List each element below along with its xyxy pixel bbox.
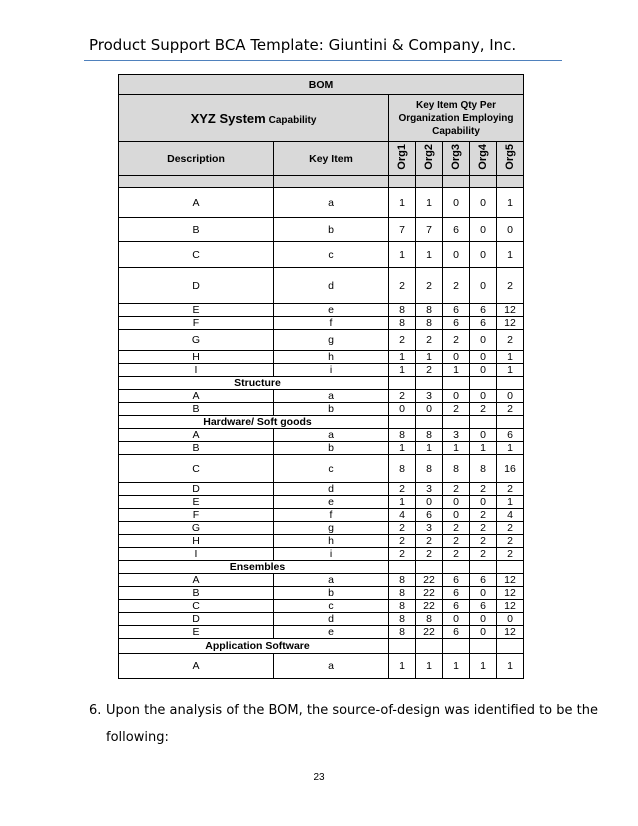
- table-row: [119, 587, 524, 600]
- table-row: [119, 548, 524, 561]
- table-row: [119, 304, 524, 317]
- org5-qty-cell: 16: [497, 455, 524, 483]
- org4-qty-cell: 0: [470, 364, 497, 377]
- empty-cell: [416, 561, 443, 574]
- org5-qty-cell: 12: [497, 626, 524, 639]
- table-row: [119, 626, 524, 639]
- section-row: [119, 377, 524, 390]
- key-item-cell: h: [274, 351, 389, 364]
- table-row: [119, 496, 524, 509]
- description-cell: G: [119, 330, 274, 351]
- table-row: [119, 218, 524, 242]
- org2-qty-cell: 8: [416, 613, 443, 626]
- description-cell: E: [119, 496, 274, 509]
- org4-qty-cell: 8: [470, 455, 497, 483]
- table-row: [119, 442, 524, 455]
- org4-qty-cell: 0: [470, 587, 497, 600]
- paragraph-line1: Upon the analysis of the BOM, the source-of-design was identified to be the: [106, 703, 598, 718]
- section-label: Hardware/ Soft goods: [119, 416, 389, 429]
- empty-cell: [497, 561, 524, 574]
- table-row: [119, 654, 524, 679]
- capability-label: Capability: [268, 114, 317, 126]
- org5-qty-cell: 12: [497, 574, 524, 587]
- empty-cell: [470, 416, 497, 429]
- key-item-cell: b: [274, 218, 389, 242]
- org2-qty-cell: 1: [416, 442, 443, 455]
- section-label: Application Software: [119, 639, 389, 654]
- description-cell: C: [119, 242, 274, 268]
- empty-cell: [470, 377, 497, 390]
- org2-qty-cell: 0: [416, 496, 443, 509]
- org3-qty-cell: 2: [443, 548, 470, 561]
- org2-qty-cell: 2: [416, 364, 443, 377]
- empty-cell: [389, 416, 416, 429]
- table-row: [119, 574, 524, 587]
- description-cell: I: [119, 364, 274, 377]
- spacer-row: [119, 176, 524, 188]
- table-title: BOM: [119, 75, 524, 95]
- empty-cell: [443, 377, 470, 390]
- org4-qty-cell: 2: [470, 535, 497, 548]
- key-item-cell: i: [274, 548, 389, 561]
- org4-qty-cell: 0: [470, 626, 497, 639]
- description-cell: A: [119, 429, 274, 442]
- table-row: [119, 522, 524, 535]
- org4-qty-cell: 6: [470, 317, 497, 330]
- org1-qty-cell: 1: [389, 496, 416, 509]
- table-row: [119, 317, 524, 330]
- org1-qty-cell: 2: [389, 522, 416, 535]
- org5-qty-cell: 1: [497, 242, 524, 268]
- table-row: [119, 268, 524, 304]
- org3-qty-cell: 6: [443, 218, 470, 242]
- description-cell: A: [119, 654, 274, 679]
- page-number: 23: [313, 772, 325, 783]
- col-org3: Org3: [450, 144, 462, 170]
- key-item-cell: d: [274, 613, 389, 626]
- org1-qty-cell: 2: [389, 268, 416, 304]
- org4-qty-cell: 0: [470, 268, 497, 304]
- org5-qty-cell: 2: [497, 268, 524, 304]
- org4-qty-cell: 1: [470, 442, 497, 455]
- org5-qty-cell: 2: [497, 548, 524, 561]
- empty-cell: [416, 639, 443, 654]
- org2-qty-cell: 2: [416, 268, 443, 304]
- org5-qty-cell: 1: [497, 351, 524, 364]
- org2-qty-cell: 1: [416, 242, 443, 268]
- key-item-cell: g: [274, 330, 389, 351]
- org5-qty-cell: 2: [497, 403, 524, 416]
- section-row: [119, 639, 524, 654]
- description-cell: G: [119, 522, 274, 535]
- table-row: [119, 188, 524, 218]
- table-row: [119, 403, 524, 416]
- description-cell: F: [119, 509, 274, 522]
- key-item-cell: g: [274, 522, 389, 535]
- org3-qty-cell: 1: [443, 442, 470, 455]
- org3-qty-cell: 2: [443, 522, 470, 535]
- org1-qty-cell: 1: [389, 351, 416, 364]
- org3-qty-cell: 1: [443, 654, 470, 679]
- org3-qty-cell: 6: [443, 587, 470, 600]
- key-item-cell: h: [274, 535, 389, 548]
- org2-qty-cell: 22: [416, 626, 443, 639]
- org4-qty-cell: 6: [470, 304, 497, 317]
- org1-qty-cell: 1: [389, 442, 416, 455]
- org2-qty-cell: 6: [416, 509, 443, 522]
- empty-cell: [416, 416, 443, 429]
- org3-qty-cell: 8: [443, 455, 470, 483]
- table-row: [119, 351, 524, 364]
- empty-cell: [497, 377, 524, 390]
- table-row: [119, 330, 524, 351]
- org4-qty-cell: 0: [470, 429, 497, 442]
- org4-qty-cell: 0: [470, 613, 497, 626]
- org3-qty-cell: 6: [443, 304, 470, 317]
- description-cell: C: [119, 600, 274, 613]
- org1-qty-cell: 7: [389, 218, 416, 242]
- org3-qty-cell: 3: [443, 429, 470, 442]
- org5-qty-cell: 2: [497, 522, 524, 535]
- org3-qty-cell: 0: [443, 351, 470, 364]
- org3-qty-cell: 0: [443, 496, 470, 509]
- org2-qty-cell: 3: [416, 483, 443, 496]
- org1-qty-cell: 2: [389, 330, 416, 351]
- capability-header: [119, 95, 389, 142]
- empty-cell: [470, 561, 497, 574]
- col-key-item: Key Item: [274, 142, 389, 176]
- system-name: XYZ System: [190, 110, 266, 126]
- col-description: Description: [119, 142, 274, 176]
- key-item-cell: b: [274, 403, 389, 416]
- org5-qty-cell: 12: [497, 304, 524, 317]
- org4-qty-cell: 2: [470, 403, 497, 416]
- org2-qty-cell: 22: [416, 574, 443, 587]
- org1-qty-cell: 8: [389, 317, 416, 330]
- table-row: [119, 390, 524, 403]
- section-label: Structure: [119, 377, 389, 390]
- col-org2: Org2: [423, 144, 435, 170]
- org3-qty-cell: 1: [443, 364, 470, 377]
- org5-qty-cell: 12: [497, 600, 524, 613]
- description-cell: B: [119, 587, 274, 600]
- analysis-paragraph: [89, 697, 598, 751]
- key-item-cell: c: [274, 455, 389, 483]
- org1-qty-cell: 8: [389, 429, 416, 442]
- section-row: [119, 561, 524, 574]
- org3-qty-cell: 0: [443, 390, 470, 403]
- empty-cell: [416, 377, 443, 390]
- org5-qty-cell: 1: [497, 654, 524, 679]
- org1-qty-cell: 8: [389, 587, 416, 600]
- org2-qty-cell: 1: [416, 351, 443, 364]
- empty-cell: [443, 561, 470, 574]
- org2-qty-cell: 1: [416, 654, 443, 679]
- org4-qty-cell: 0: [470, 496, 497, 509]
- description-cell: A: [119, 188, 274, 218]
- org1-qty-cell: 8: [389, 600, 416, 613]
- key-item-cell: d: [274, 483, 389, 496]
- org5-qty-cell: 2: [497, 330, 524, 351]
- org1-qty-cell: 2: [389, 390, 416, 403]
- org1-qty-cell: 2: [389, 483, 416, 496]
- org1-qty-cell: 8: [389, 626, 416, 639]
- key-item-cell: a: [274, 574, 389, 587]
- org4-qty-cell: 2: [470, 483, 497, 496]
- key-item-cell: a: [274, 429, 389, 442]
- org3-qty-cell: 2: [443, 535, 470, 548]
- org2-qty-cell: 2: [416, 535, 443, 548]
- key-item-cell: e: [274, 496, 389, 509]
- org5-qty-cell: 1: [497, 442, 524, 455]
- org3-qty-cell: 2: [443, 483, 470, 496]
- table-row: [119, 600, 524, 613]
- org3-qty-cell: 0: [443, 188, 470, 218]
- empty-cell: [497, 416, 524, 429]
- org2-qty-cell: 3: [416, 390, 443, 403]
- key-item-cell: d: [274, 268, 389, 304]
- header-rule: [84, 60, 562, 61]
- org3-qty-cell: 2: [443, 403, 470, 416]
- table-row: [119, 242, 524, 268]
- table-row: [119, 509, 524, 522]
- table-row: [119, 483, 524, 496]
- org5-qty-cell: 6: [497, 429, 524, 442]
- org4-qty-cell: 2: [470, 522, 497, 535]
- org5-qty-cell: 0: [497, 390, 524, 403]
- org2-qty-cell: 0: [416, 403, 443, 416]
- org4-qty-cell: 0: [470, 218, 497, 242]
- org1-qty-cell: 4: [389, 509, 416, 522]
- org1-qty-cell: 8: [389, 455, 416, 483]
- org1-qty-cell: 1: [389, 242, 416, 268]
- description-cell: D: [119, 268, 274, 304]
- org2-qty-cell: 22: [416, 600, 443, 613]
- org1-qty-cell: 2: [389, 535, 416, 548]
- org2-qty-cell: 1: [416, 188, 443, 218]
- org2-qty-cell: 2: [416, 330, 443, 351]
- key-item-cell: e: [274, 304, 389, 317]
- org5-qty-cell: 1: [497, 364, 524, 377]
- description-cell: A: [119, 390, 274, 403]
- section-row: [119, 416, 524, 429]
- table-row: [119, 535, 524, 548]
- org4-qty-cell: 0: [470, 390, 497, 403]
- description-cell: E: [119, 626, 274, 639]
- org4-qty-cell: 0: [470, 351, 497, 364]
- org2-qty-cell: 3: [416, 522, 443, 535]
- org5-qty-cell: 2: [497, 535, 524, 548]
- org1-qty-cell: 8: [389, 613, 416, 626]
- org3-qty-cell: 6: [443, 626, 470, 639]
- org2-qty-cell: 8: [416, 429, 443, 442]
- table-row: [119, 364, 524, 377]
- org1-qty-cell: 0: [389, 403, 416, 416]
- org3-qty-cell: 2: [443, 330, 470, 351]
- org2-qty-cell: 22: [416, 587, 443, 600]
- org4-qty-cell: 0: [470, 330, 497, 351]
- col-org4: Org4: [477, 144, 489, 170]
- description-cell: C: [119, 455, 274, 483]
- empty-cell: [389, 377, 416, 390]
- empty-cell: [443, 639, 470, 654]
- empty-cell: [443, 416, 470, 429]
- org2-qty-cell: 8: [416, 317, 443, 330]
- table-row: [119, 455, 524, 483]
- org4-qty-cell: 2: [470, 509, 497, 522]
- org4-qty-cell: 6: [470, 574, 497, 587]
- table-row: [119, 613, 524, 626]
- bom-table: [118, 74, 524, 679]
- description-cell: D: [119, 483, 274, 496]
- org4-qty-cell: 0: [470, 188, 497, 218]
- org3-qty-cell: 0: [443, 613, 470, 626]
- qty-header: Key Item Qty Per Organization Employing Capability: [389, 95, 524, 142]
- org1-qty-cell: 1: [389, 364, 416, 377]
- description-cell: B: [119, 442, 274, 455]
- org3-qty-cell: 2: [443, 268, 470, 304]
- table-row: [119, 429, 524, 442]
- description-cell: D: [119, 613, 274, 626]
- org1-qty-cell: 1: [389, 188, 416, 218]
- page-header: Product Support BCA Template: Giuntini & Company, Inc.: [89, 36, 517, 54]
- description-cell: A: [119, 574, 274, 587]
- org5-qty-cell: 12: [497, 317, 524, 330]
- org5-qty-cell: 0: [497, 218, 524, 242]
- key-item-cell: f: [274, 509, 389, 522]
- org4-qty-cell: 1: [470, 654, 497, 679]
- org3-qty-cell: 0: [443, 242, 470, 268]
- org2-qty-cell: 7: [416, 218, 443, 242]
- org5-qty-cell: 1: [497, 496, 524, 509]
- description-cell: F: [119, 317, 274, 330]
- org4-qty-cell: 2: [470, 548, 497, 561]
- list-number: 6.: [89, 703, 102, 718]
- paragraph-line2: following:: [106, 730, 169, 745]
- description-cell: I: [119, 548, 274, 561]
- description-cell: B: [119, 403, 274, 416]
- org3-qty-cell: 0: [443, 509, 470, 522]
- org2-qty-cell: 8: [416, 455, 443, 483]
- org2-qty-cell: 2: [416, 548, 443, 561]
- org3-qty-cell: 6: [443, 317, 470, 330]
- org5-qty-cell: 4: [497, 509, 524, 522]
- key-item-cell: a: [274, 654, 389, 679]
- org5-qty-cell: 12: [497, 587, 524, 600]
- org1-qty-cell: 8: [389, 304, 416, 317]
- key-item-cell: a: [274, 188, 389, 218]
- org3-qty-cell: 6: [443, 574, 470, 587]
- org1-qty-cell: 2: [389, 548, 416, 561]
- empty-cell: [389, 561, 416, 574]
- key-item-cell: i: [274, 364, 389, 377]
- org1-qty-cell: 1: [389, 654, 416, 679]
- empty-cell: [389, 639, 416, 654]
- empty-cell: [470, 639, 497, 654]
- org5-qty-cell: 2: [497, 483, 524, 496]
- key-item-cell: f: [274, 317, 389, 330]
- key-item-cell: c: [274, 600, 389, 613]
- empty-cell: [497, 639, 524, 654]
- col-org1: Org1: [396, 144, 408, 170]
- org4-qty-cell: 6: [470, 600, 497, 613]
- org4-qty-cell: 0: [470, 242, 497, 268]
- section-label: Ensembles: [119, 561, 389, 574]
- org1-qty-cell: 8: [389, 574, 416, 587]
- org2-qty-cell: 8: [416, 304, 443, 317]
- org3-qty-cell: 6: [443, 600, 470, 613]
- description-cell: H: [119, 535, 274, 548]
- description-cell: E: [119, 304, 274, 317]
- key-item-cell: b: [274, 587, 389, 600]
- key-item-cell: a: [274, 390, 389, 403]
- col-org5: Org5: [504, 144, 516, 170]
- description-cell: B: [119, 218, 274, 242]
- key-item-cell: c: [274, 242, 389, 268]
- description-cell: H: [119, 351, 274, 364]
- org5-qty-cell: 1: [497, 188, 524, 218]
- key-item-cell: e: [274, 626, 389, 639]
- key-item-cell: b: [274, 442, 389, 455]
- org5-qty-cell: 0: [497, 613, 524, 626]
